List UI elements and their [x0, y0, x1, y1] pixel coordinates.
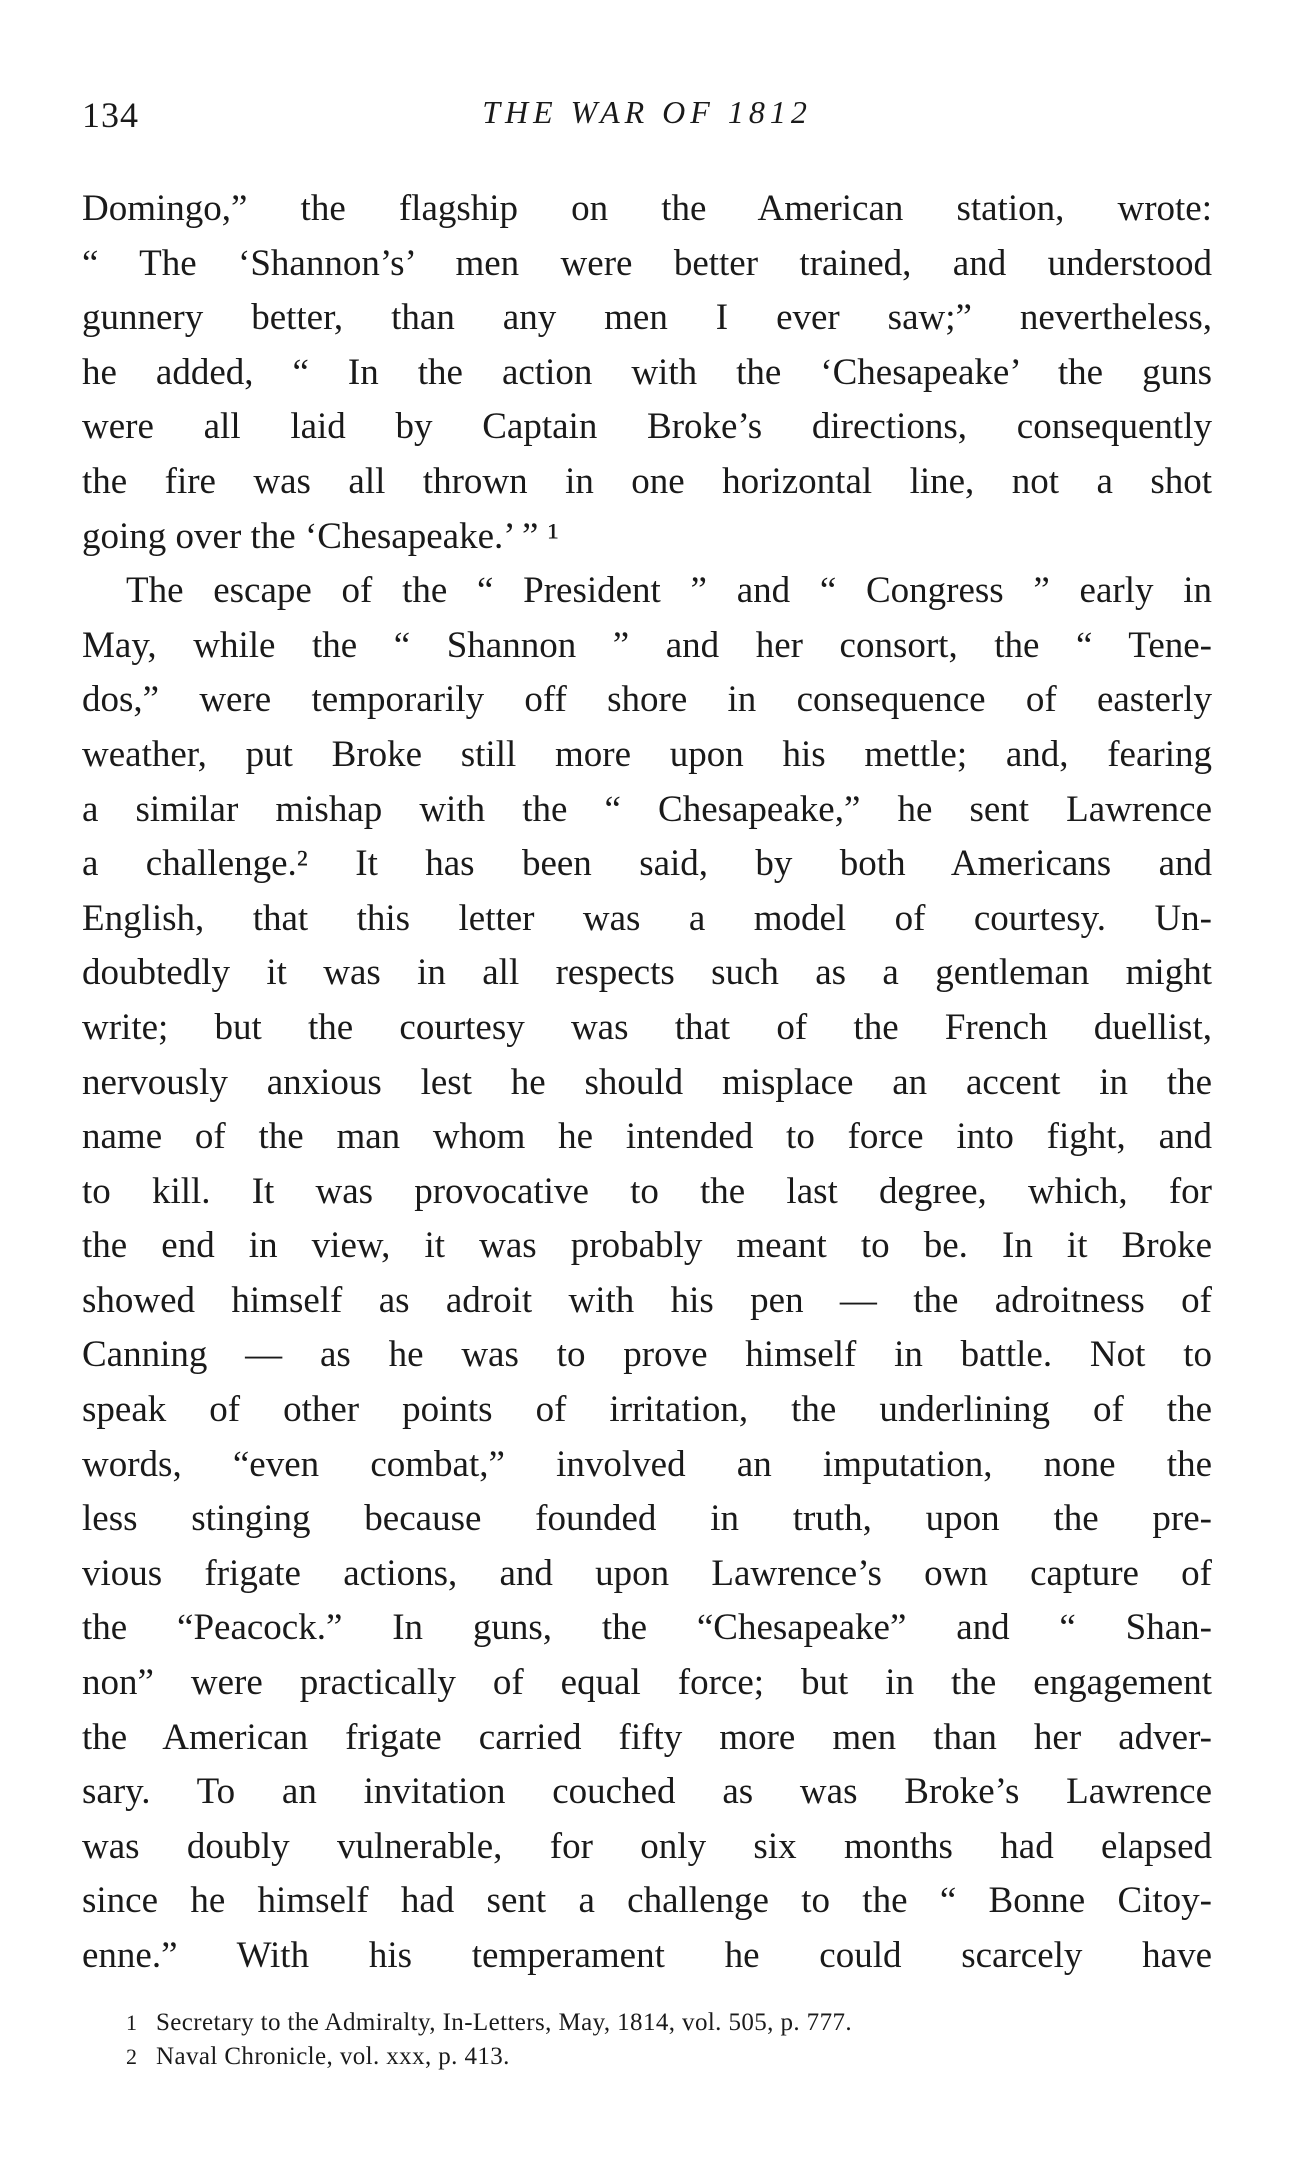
text-line: gunnery better, than any men I ever saw;” nevertheless,	[82, 297, 1212, 339]
text-line: speak of other points of irritation, the underlining of the	[82, 1389, 1212, 1431]
text-line: Canning — as he was to prove himself in battle. Not to	[82, 1334, 1212, 1376]
footnote-mark: 1	[126, 2010, 138, 2035]
text-line: a similar mishap with the “ Chesapeake,” he sent Lawrence	[82, 788, 1212, 830]
text-line: the fire was all thrown in one horizontal line, not a shot	[82, 460, 1212, 502]
text-line: to kill. It was provocative to the last degree, which, for	[82, 1170, 1212, 1212]
footnote-mark: 2	[126, 2044, 138, 2069]
text-line: sary. To an invitation couched as was Broke’s Lawrence	[82, 1771, 1212, 1813]
text-line: Domingo,” the flagship on the American station, wrote:	[82, 188, 1212, 229]
text-line: the “Peacock.” In guns, the “Chesapeake” and “ Shan-	[82, 1607, 1212, 1649]
text-line: nervously anxious lest he should misplace an accent in the	[82, 1061, 1212, 1103]
text-line: going over the ‘Chesapeake.’ ” ¹	[82, 515, 559, 557]
text-line: name of the man whom he intended to force into fight, and	[82, 1116, 1212, 1158]
text-line: words, “even combat,” involved an imputation, none the	[82, 1443, 1212, 1485]
footnotes	[126, 2006, 1212, 2074]
footnote-text: Naval Chronicle, vol. xxx, p. 413.	[156, 2043, 510, 2070]
page-number: 134	[82, 95, 139, 135]
text-line: the end in view, it was probably meant to be. In it Broke	[82, 1225, 1212, 1267]
running-title: THE WAR OF 1812	[482, 94, 812, 130]
text-line: less stinging because founded in truth, upon the pre-	[82, 1498, 1212, 1540]
text-line: May, while the “ Shannon ” and her consort, the “ Tene-	[82, 624, 1212, 666]
text-line: vious frigate actions, and upon Lawrence’s own capture of	[82, 1552, 1212, 1594]
text-line: English, that this letter was a model of courtesy. Un-	[82, 897, 1212, 939]
text-line: doubtedly it was in all respects such as a gentleman might	[82, 952, 1212, 994]
body-text	[82, 182, 1212, 1984]
text-line: the American frigate carried fifty more men than her adver-	[82, 1716, 1212, 1758]
text-line: weather, put Broke still more upon his mettle; and, fearing	[82, 733, 1212, 775]
text-line: enne.” With his temperament he could scarcely have	[82, 1935, 1212, 1976]
footnote	[126, 2006, 1212, 2040]
running-head	[82, 94, 1212, 144]
text-line: was doubly vulnerable, for only six months had elapsed	[82, 1825, 1212, 1867]
text-line: write; but the courtesy was that of the French duellist,	[82, 1006, 1212, 1048]
text-line: since he himself had sent a challenge to the “ Bonne Citoy-	[82, 1880, 1212, 1922]
text-line: dos,” were temporarily off shore in consequence of easterly	[82, 679, 1212, 721]
text-line: non” were practically of equal force; but in the engagement	[82, 1662, 1212, 1704]
footnote	[126, 2040, 1212, 2074]
text-line: a challenge.² It has been said, by both Americans and	[82, 843, 1212, 885]
text-line: showed himself as adroit with his pen — the adroitness of	[82, 1279, 1212, 1321]
footnote-text: Secretary to the Admiralty, In-Letters, May, 1814, vol. 505, p. 777.	[156, 2009, 853, 2036]
text-line: he added, “ In the action with the ‘Chesapeake’ the guns	[82, 351, 1212, 393]
text-line: were all laid by Captain Broke’s directions, consequently	[82, 406, 1212, 448]
text-line: “ The ‘Shannon’s’ men were better trained, and understood	[82, 242, 1212, 284]
text-line: The escape of the “ President ” and “ Congress ” early in	[126, 570, 1212, 612]
